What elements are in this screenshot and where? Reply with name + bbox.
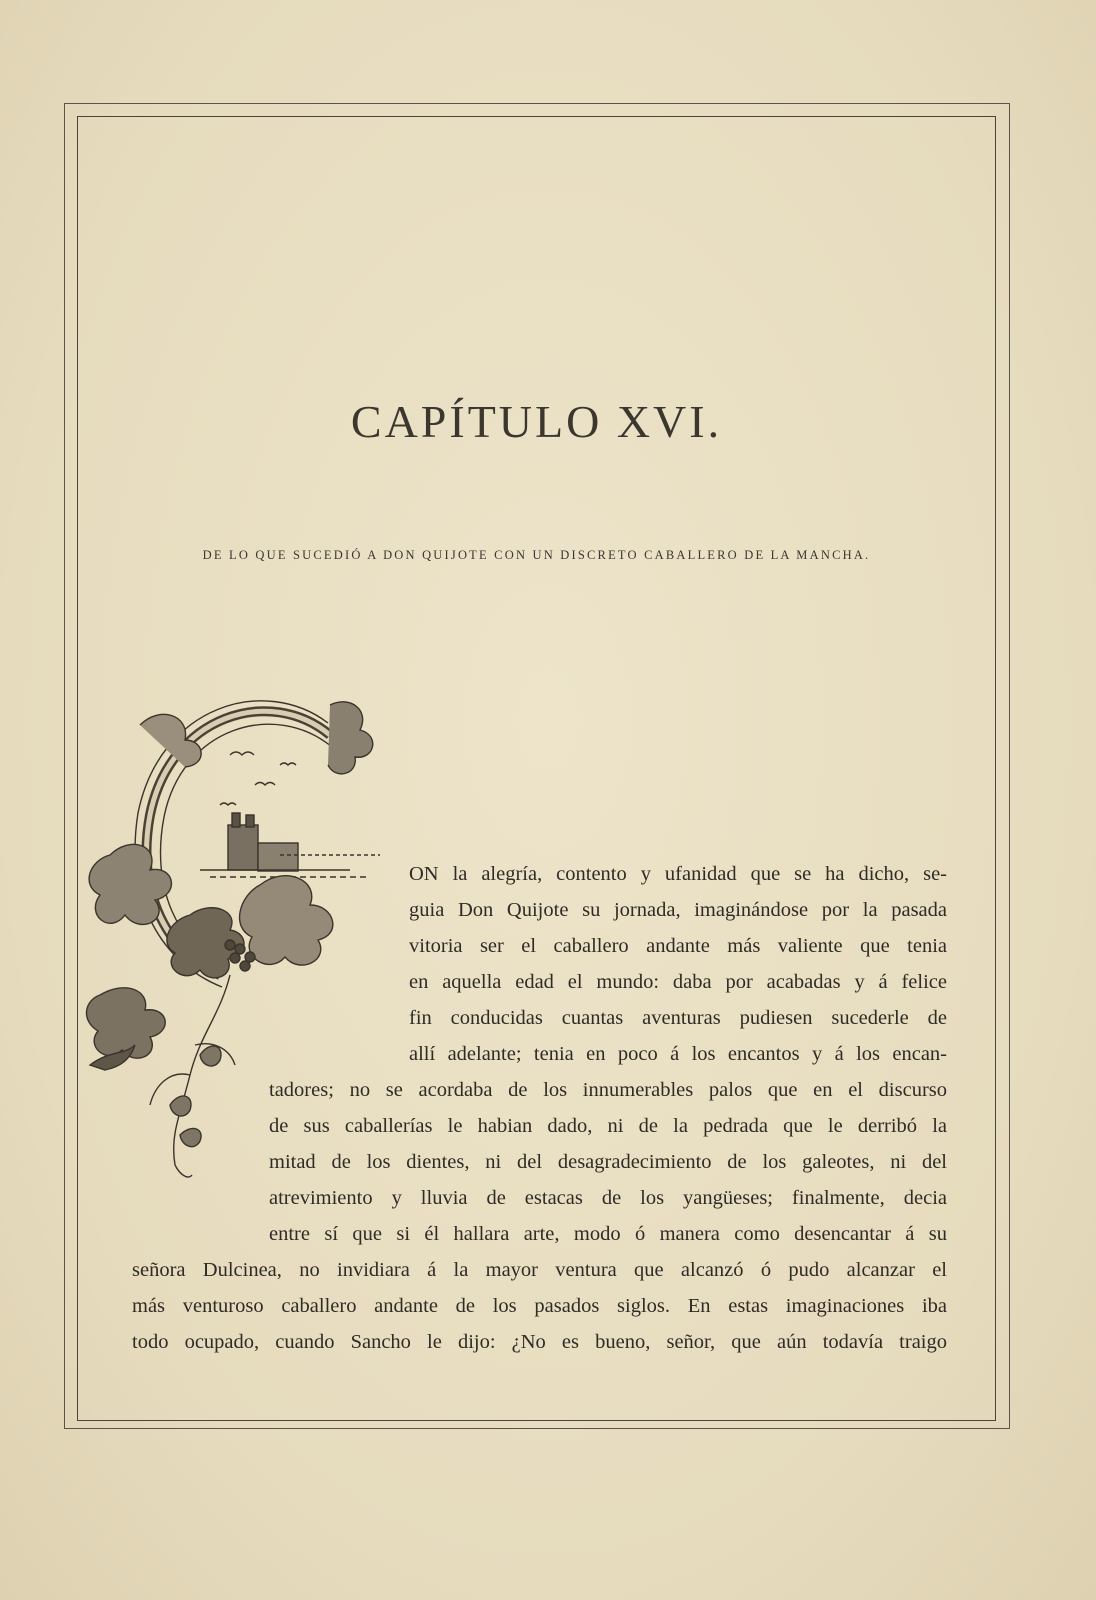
body-text-line: atrevimiento y lluvia de estacas de los yangüeses; finalmente, decia [269, 1187, 947, 1209]
body-text-line: fin conducidas cuantas aventuras pudiesen sucederle de [409, 1007, 947, 1029]
body-text-line: entre sí que si él hallara arte, modo ó manera como desencantar á su [269, 1223, 947, 1245]
body-text-line: de sus caballerías le habian dado, ni de la pedrada que le derribó la [269, 1115, 947, 1137]
body-text-line: más venturoso caballero andante de los pasados siglos. En estas imaginaciones iba [132, 1295, 947, 1317]
body-text-line: señora Dulcinea, no invidiara á la mayor ventura que alcanzó ó pudo alcanzar el [132, 1259, 947, 1281]
body-text-line: mitad de los dientes, ni del desagradecimiento de los galeotes, ni del [269, 1151, 947, 1173]
body-text-line: en aquella edad el mundo: daba por acabadas y á felice [409, 971, 947, 993]
body-text-line: guia Don Quijote su jornada, imaginándose por la pasada [409, 899, 947, 921]
body-text-line: ON la alegría, contento y ufanidad que se ha dicho, se- [409, 863, 947, 885]
body-text-line: todo ocupado, cuando Sancho le dijo: ¿No es bueno, señor, que aún todavía traigo [132, 1331, 947, 1353]
body-text-line: tadores; no se acordaba de los innumerables palos que en el discurso [269, 1079, 947, 1101]
chapter-title: CAPÍTULO XVI. [350, 396, 723, 447]
body-text-line: allí adelante; tenia en poco á los encantos y á los encan- [409, 1043, 947, 1065]
chapter-subtitle: DE LO QUE SUCEDIÓ A DON QUIJOTE CON UN DISCRETO CABALLERO DE LA MANCHA. [202, 548, 871, 562]
body-text-line: vitoria ser el caballero andante más valiente que tenia [409, 935, 947, 957]
